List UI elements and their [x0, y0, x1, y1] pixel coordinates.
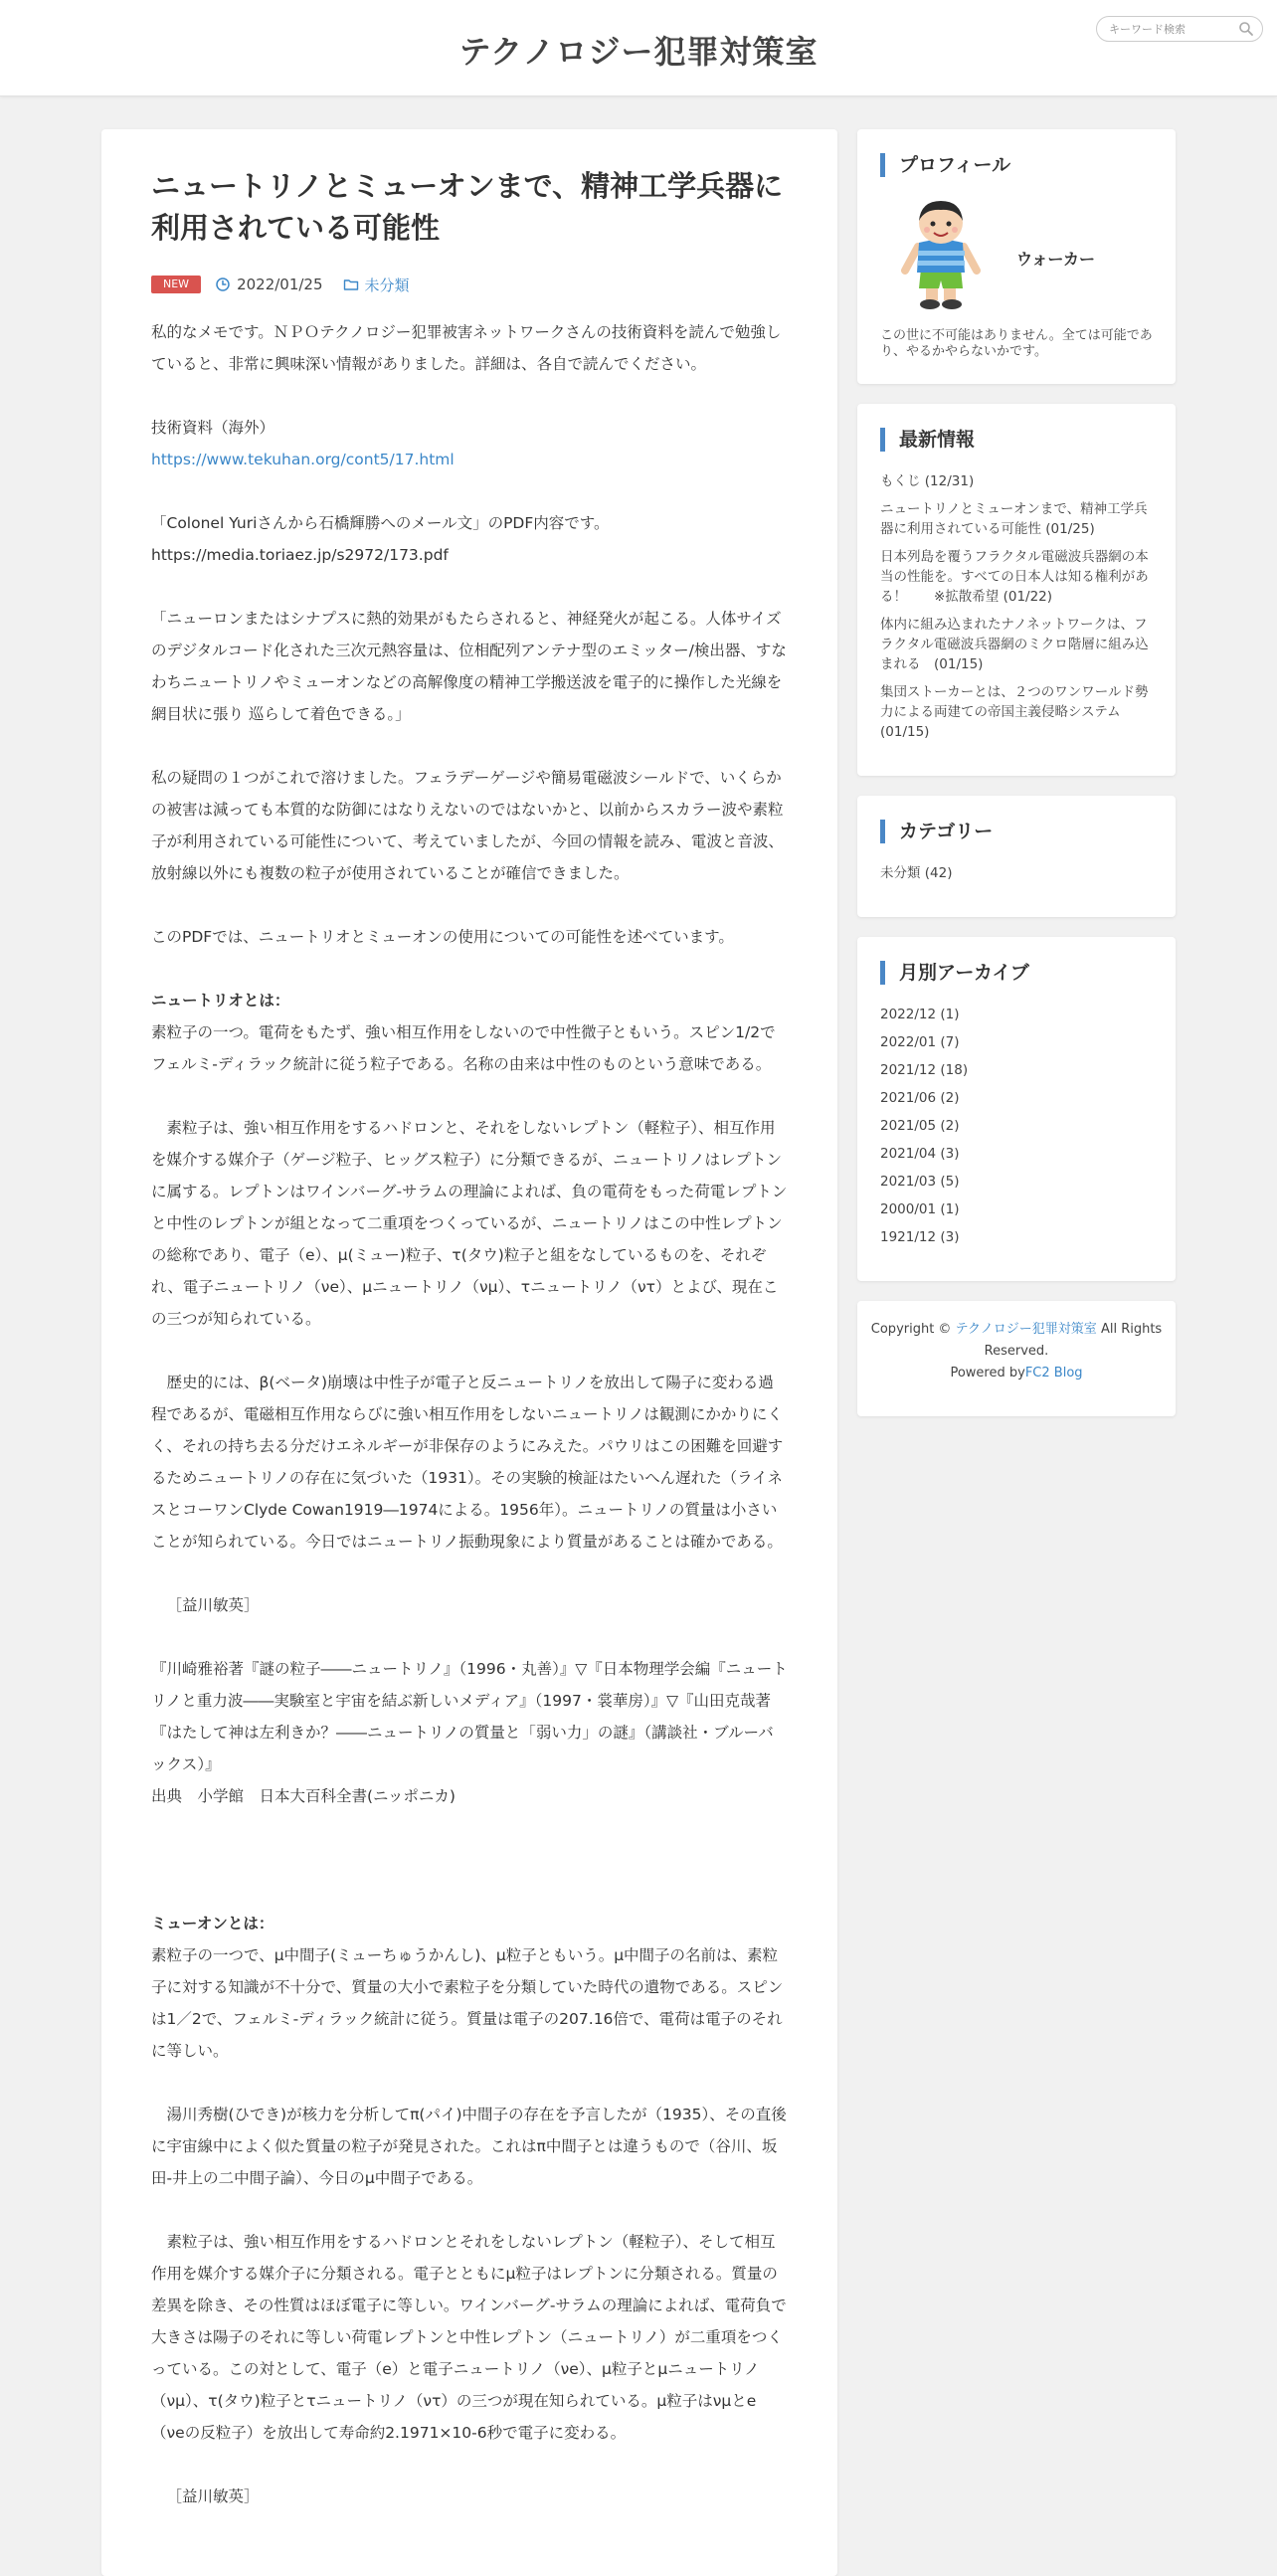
tech-doc-label: 技術資料（海外） [151, 419, 275, 437]
article-meta [151, 274, 410, 295]
author-credit: ［益川敏英］ [166, 1596, 260, 1614]
post-date: 2022/01/25 [237, 276, 323, 293]
category-item[interactable]: 未分類 (42) [880, 865, 953, 881]
archive-item[interactable]: 2021/12 (18) [880, 1062, 969, 1078]
paragraph: 「ニューロンまたはシナプスに熱的効果がもたらされると、神経発火が起こる。人体サイズのデジタルコード化された三次元熱容量は、位相配列アンテナ型のエミッター/検出器、すなわちニュートリノやミューオンなどの高解像度の精神工学搬送波を電子的に操作した光線を網目状に張り 巡らして着色できる。」 [151, 610, 787, 723]
article-body [151, 316, 788, 2544]
reference-list: 『川崎雅裕著『謎の粒子――ニュートリノ』（1996・丸善）』▽『日本物理学会編『ニュートリノと重力波――実験室と宇宙を結ぶ新しいメディア』（1997・裳華房）』▽『山田克哉著『はたして神は左利きか？――ニュートリノの質量と「弱い力」の謎』（講談社・ブルーバックス）』 [151, 1660, 788, 1773]
paragraph [151, 1908, 788, 2067]
recent-posts-widget [857, 404, 1176, 776]
paragraph [151, 985, 788, 1080]
copyright-text [857, 1301, 1176, 1384]
paragraph: 素粒子は、強い相互作用をするハドロンとそれをしないレプトン（軽粒子）、そして相互作用を媒介する媒介子に分類される。電子とともにμ粒子はレプトンに分類される。質量の差異を除き、その性質はほぼ電子に等しい。ワインバーグ-サラムの理論によれば、電荷負で大きさは陽子のそれに等しい荷電レプトンと中性レプトン（ニュートリノ）が二重項をつくっている。この対として、電子（e）と電子ニュートリノ（νe）、μ粒子とμニュートリノ（νμ）、τ(タウ)粒子とτニュートリノ（ντ）の三つが現在知られている。μ粒子はνμとe（νeの反粒子）を放出して寿命約2.1971×10-6秒で電子に変わる。 [151, 2233, 787, 2442]
powered-prefix: Powered by [950, 1366, 1025, 1380]
folder-icon [343, 276, 359, 292]
neutrino-definition: 素粒子の一つ。電荷をもたず、強い相互作用をしないので中性微子ともいう。スピン1/2でフェルミ-ディラック統計に従う粒子である。名称の由来は中性のものという意味である。 [151, 1023, 776, 1073]
avatar [891, 197, 991, 314]
source-line: 出典 小学館 日本大百科全書(ニッポニカ) [151, 1787, 456, 1805]
pdf-url: https://media.toriaez.jp/s2972/173.pdf [151, 546, 449, 564]
archive-list [880, 1005, 1159, 1255]
article-title: ニュートリノとミューオンまで、精神工学兵器に利用されている可能性 [151, 169, 784, 245]
recent-list [880, 471, 1159, 750]
archive-item[interactable]: 2000/01 (1) [880, 1201, 960, 1217]
recent-item[interactable]: ニュートリノとミューオンまで、精神工学兵器に利用されている可能性 (01/25) [880, 501, 1148, 537]
copyright-widget [857, 1301, 1176, 1416]
post-category-link[interactable]: 未分類 [364, 276, 410, 294]
profile-title: プロフィール [880, 153, 1010, 177]
paragraph: 歴史的には、β(ベータ)崩壊は中性子が電子と反ニュートリノを放出して陽子に変わる過程であるが、電磁相互作用ならびに強い相互作用をしないニュートリノは観測にかかりにくく、それの持ち去る分だけエネルギーが非保存のようにみえた。パウリはこの困難を回避するためニュートリノの存在に気づいた（1931）。その実験的検証はたいへん遅れた（ライネスとコーワンClyde Cowan1919―1974による。1956年）。ニュートリノの質量は小さいことが知られている。今日ではニュートリノ振動現象により質量があることは確かである。 [151, 1374, 784, 1551]
recent-item[interactable]: 体内に組み込まれたナノネットワークは、フラクタル電磁波兵器網のミクロ階層に組み込まれる (01/15) [880, 617, 1149, 672]
archive-widget [857, 937, 1176, 1281]
search-box[interactable] [1096, 16, 1263, 42]
rights-text: All Rights Reserved. [984, 1322, 1163, 1359]
paragraph: 素粒子は、強い相互作用をするハドロンと、それをしないレプトン（軽粒子）、相互作用を媒介する媒介子（ゲージ粒子、ヒッグス粒子）に分類できるが、ニュートリノはレプトンに属する。レプトンはワインバーグ-サラムの理論によれば、負の電荷をもった荷電レプトンと中性のレプトンが組となって二重項をつくっているが、ニュートリノはこの中性レプトンの総称であり、電子（e）、μ(ミュー)粒子、τ(タウ)粒子と組をなしているものを、それぞれ、電子ニュートリノ（νe）、μニュートリノ（νμ）、τニュートリノ（ντ）とよび、現在この三つが知られている。 [151, 1119, 788, 1328]
category-list [880, 863, 1159, 891]
paragraph [151, 412, 788, 475]
profile-description: この世に不可能はありません。全ては可能であり、やるかやらないかです。 [880, 328, 1153, 359]
paragraph: 湯川秀樹(ひでき)が核力を分析してπ(パイ)中間子の存在を予言したが（1935）、その直後に宇宙線中によく似た質量の粒子が発見された。これはπ中間子とは違うもので（谷川、坂田-井上の二中間子論）、今日のμ中間子である。 [151, 2106, 787, 2187]
category-title: カテゴリー [880, 820, 993, 843]
copyright-prefix: Copyright © [870, 1322, 952, 1337]
muon-definition: 素粒子の一つで、μ中間子(ミューちゅうかんし)、μ粒子ともいう。μ中間子の名前は、素粒子に対する知識が不十分で、質量の大小で素粒子を分類していた時代の遺物である。スピンは1／2で、フェルミ-ディラック統計に従う。質量は電子の207.16倍で、電荷は電子のそれに等しい。 [151, 1946, 784, 2060]
paragraph: このPDFでは、ニュートリオとミューオンの使用についての可能性を述べています。 [151, 928, 734, 946]
archive-item[interactable]: 2021/03 (5) [880, 1174, 960, 1190]
tech-doc-link[interactable]: https://www.tekuhan.org/cont5/17.html [151, 451, 455, 468]
archive-title: 月別アーカイブ [880, 961, 1029, 985]
new-badge: NEW [151, 276, 201, 293]
archive-item[interactable]: 2021/04 (3) [880, 1146, 960, 1162]
profile-name: ウォーカー [1016, 250, 1096, 269]
clock-icon [215, 276, 231, 292]
recent-item[interactable]: もくじ (12/31) [880, 473, 975, 489]
article-container [101, 129, 837, 2576]
search-icon[interactable] [1238, 21, 1254, 37]
fc2-blog-link[interactable]: FC2 Blog [1024, 1366, 1083, 1380]
references [151, 1653, 788, 1812]
search-input[interactable] [1109, 20, 1228, 38]
archive-item[interactable]: 2022/12 (1) [880, 1007, 960, 1022]
category-widget [857, 796, 1176, 917]
muon-heading: ミューオンとは： [151, 1915, 274, 1932]
site-title[interactable]: テクノロジー犯罪対策室 [458, 33, 819, 71]
neutrino-heading: ニュートリオとは： [151, 992, 290, 1010]
archive-item[interactable]: 2021/06 (2) [880, 1090, 960, 1106]
author-credit: ［益川敏英］ [166, 2487, 260, 2505]
pdf-note: 「Colonel Yuriさんから石橋輝勝へのメール文」のPDF内容です。 [151, 514, 610, 532]
archive-item[interactable]: 1921/12 (3) [880, 1229, 960, 1245]
archive-item[interactable]: 2021/05 (2) [880, 1118, 960, 1134]
recent-item[interactable]: 日本列島を覆うフラクタル電磁波兵器網の本当の性能を。すべての日本人は知る権利がある！ ※拡散希望 (01/22) [880, 549, 1149, 605]
archive-item[interactable]: 2022/01 (7) [880, 1034, 960, 1050]
site-header [0, 0, 1277, 96]
profile-widget [857, 129, 1176, 384]
paragraph: 私の疑問の１つがこれで溶けました。フェラデーゲージや簡易電磁波シールドで、いくらかの被害は減っても本質的な防御にはなりえないのではないかと、以前からスカラー波や素粒子が利用されている可能性について、考えていましたが、今回の情報を読み、電波と音波、放射線以外にも複数の粒子が使用されていることが確信できました。 [151, 769, 784, 882]
paragraph: 私的なメモです。ＮＰＯテクノロジー犯罪被害ネットワークさんの技術資料を読んで勉強していると、非常に興味深い情報がありました。詳細は、各自で読んでください。 [151, 323, 782, 373]
site-link[interactable]: テクノロジー犯罪対策室 [955, 1322, 1097, 1337]
recent-item[interactable]: 集団ストーカーとは、２つのワンワールド勢力による両建ての帝国主義侵略システム (01/15) [880, 684, 1149, 740]
recent-title: 最新情報 [880, 428, 975, 452]
paragraph [151, 507, 788, 571]
